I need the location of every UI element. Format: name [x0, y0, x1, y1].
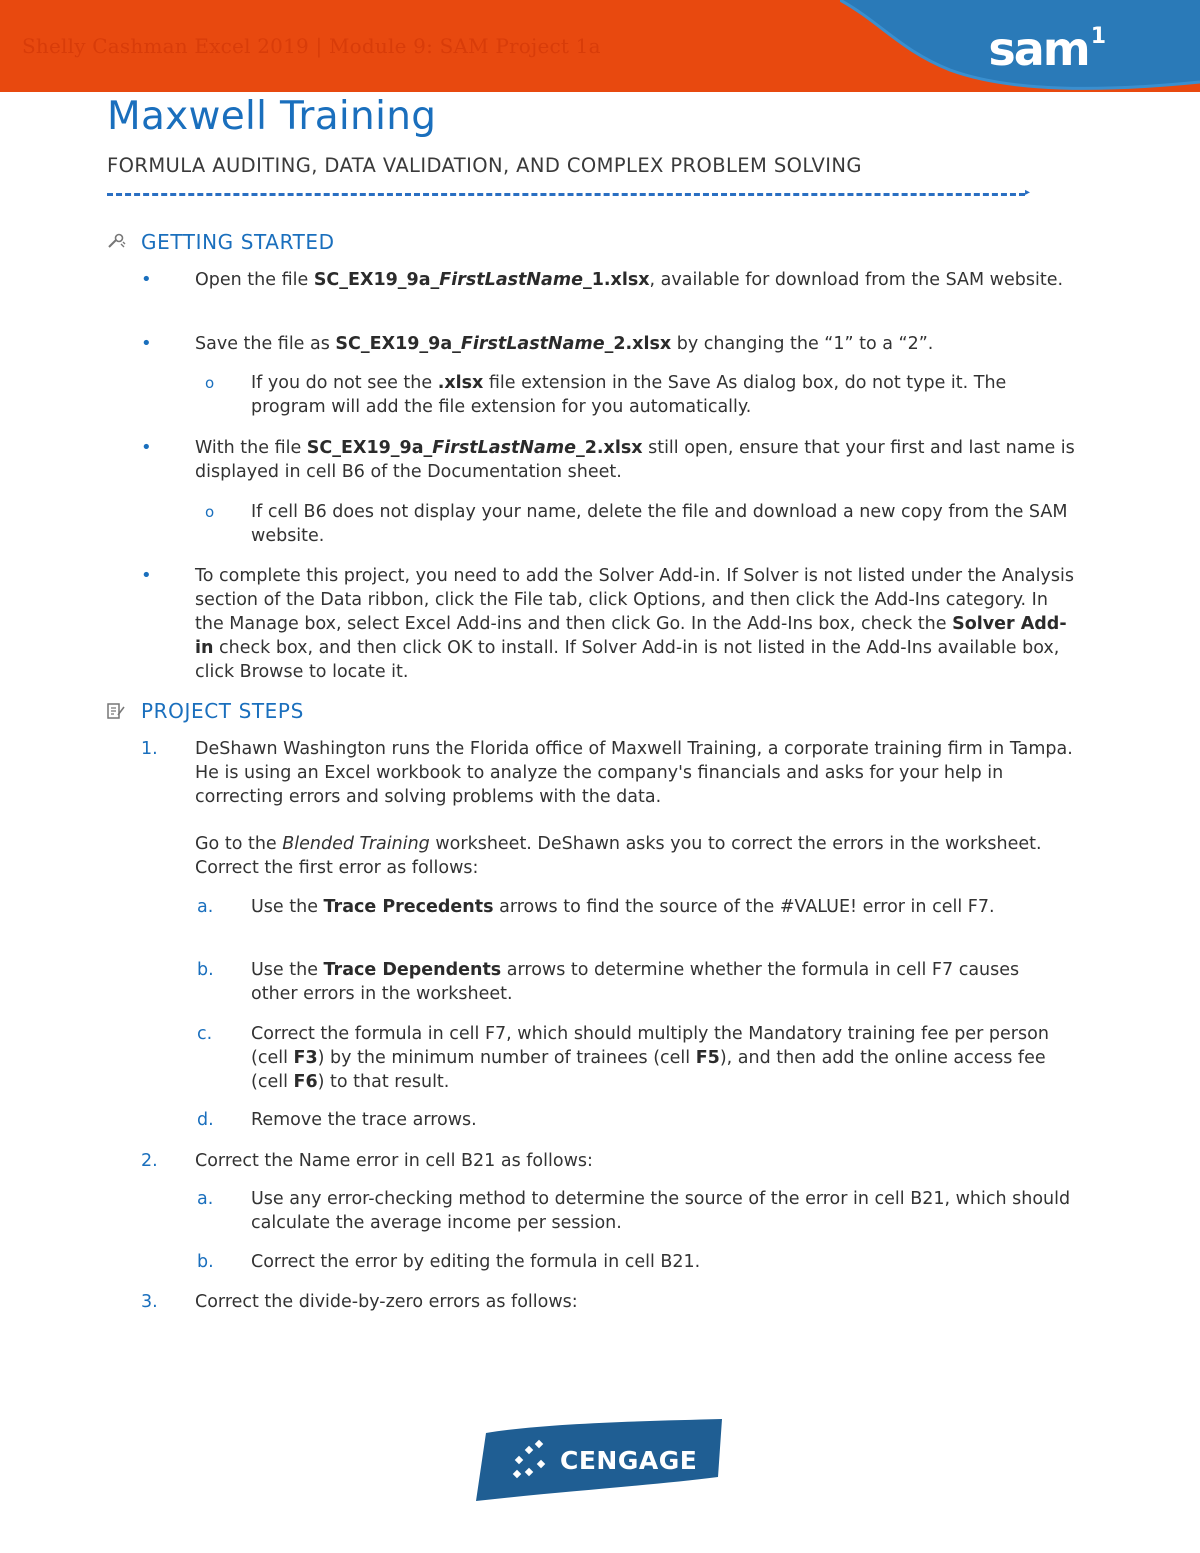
running-title: Shelly Cashman Excel 2019 | Module 9: SAM Project 1a	[22, 34, 601, 58]
bullet-icon: •	[141, 269, 152, 290]
sub-step-letter: d.	[197, 1110, 214, 1130]
sub-step-item: d. Remove the trace arrows.	[197, 1110, 477, 1130]
step-item: 3. Correct the divide-by-zero errors as follows:	[141, 1292, 578, 1312]
step-item: 2. Correct the Name error in cell B21 as follows:	[141, 1151, 593, 1171]
wrench-icon	[106, 233, 126, 251]
sub-step-item: c. Correct the formula in cell F7, which should multiply the Mandatory training fee per person (cell F3) by the minimum number of trainees (cell F5), and then add the online access fee (cell F6) to that result.	[197, 1024, 1049, 1092]
list-item: o If you do not see the .xlsx file extension in the Save As dialog box, do not type it. The program will add the file extension for you automatically.	[205, 373, 1007, 417]
sub-step-letter: c.	[197, 1024, 213, 1044]
bullet-icon: •	[141, 333, 152, 354]
sub-step-letter: b.	[197, 960, 214, 980]
sub-step-letter: a.	[197, 1189, 214, 1209]
sub-step-item: b. Use the Trace Dependents arrows to determine whether the formula in cell F7 causes other errors in the worksheet.	[197, 960, 1020, 1004]
step-number: 1.	[141, 739, 158, 759]
dashed-divider	[107, 193, 1025, 196]
sub-step-letter: b.	[197, 1252, 214, 1272]
sub-step-item: a. Use the Trace Precedents arrows to find the source of the #VALUE! error in cell F7.	[197, 897, 995, 917]
sub-step-item: b. Correct the error by editing the formula in cell B21.	[197, 1252, 701, 1272]
cengage-logo-text: CENGAGE	[560, 1446, 698, 1475]
project-steps-heading: PROJECT STEPS	[141, 699, 304, 723]
step-number: 3.	[141, 1292, 158, 1312]
clipboard-icon	[106, 702, 126, 720]
header-band	[0, 0, 1200, 92]
getting-started-heading: GETTING STARTED	[141, 230, 335, 254]
bullet-icon: •	[141, 565, 152, 586]
sub-bullet-icon: o	[205, 374, 215, 392]
list-item: • To complete this project, you need to add the Solver Add-in. If Solver is not listed under the Analysis section of the Data ribbon, click the File tab, click Options, and then click the Add-Ins category. In the Manage box, select Excel Add-ins and then click Go. In the Add-Ins box, check the Solver Add-in check box, and then click OK to install. If Solver Add-in is not listed in the Add-Ins available box, click Browse to locate it.	[141, 565, 1074, 682]
sam-logo: sam$^1$	[988, 22, 1106, 76]
list-item: • With the file SC_EX19_9a_FirstLastName_2.xlsx still open, ensure that your first and last name is displayed in cell B6 of the Documentation sheet.	[141, 437, 1075, 482]
divider-end-mark: ▸	[1025, 187, 1031, 198]
list-item: • Open the file SC_EX19_9a_FirstLastName_1.xlsx, available for download from the SAM website.	[141, 269, 1064, 290]
document-subtitle: FORMULA AUDITING, DATA VALIDATION, AND COMPLEX PROBLEM SOLVING	[107, 154, 862, 177]
bullet-icon: •	[141, 437, 152, 458]
step-number: 2.	[141, 1151, 158, 1171]
sub-step-item: a. Use any error-checking method to determine the source of the error in cell B21, which should calculate the average income per session.	[197, 1189, 1071, 1233]
document-title: Maxwell Training	[107, 94, 437, 139]
step-item: 1. DeShawn Washington runs the Florida office of Maxwell Training, a corporate training firm in Tampa. He is using an Excel workbook to analyze the company's financials and asks for your help in correcting errors and solving problems with the data.	[141, 739, 1073, 807]
sub-bullet-icon: o	[205, 503, 215, 521]
sub-step-letter: a.	[197, 897, 214, 917]
step-paragraph: Go to the Blended Training worksheet. DeShawn asks you to correct the errors in the worksheet. Correct the first error as follows:	[195, 834, 1042, 878]
list-item: • Save the file as SC_EX19_9a_FirstLastName_2.xlsx by changing the “1” to a “2”.	[141, 333, 934, 354]
list-item: o If cell B6 does not display your name, delete the file and download a new copy from the SAM website.	[205, 502, 1068, 546]
